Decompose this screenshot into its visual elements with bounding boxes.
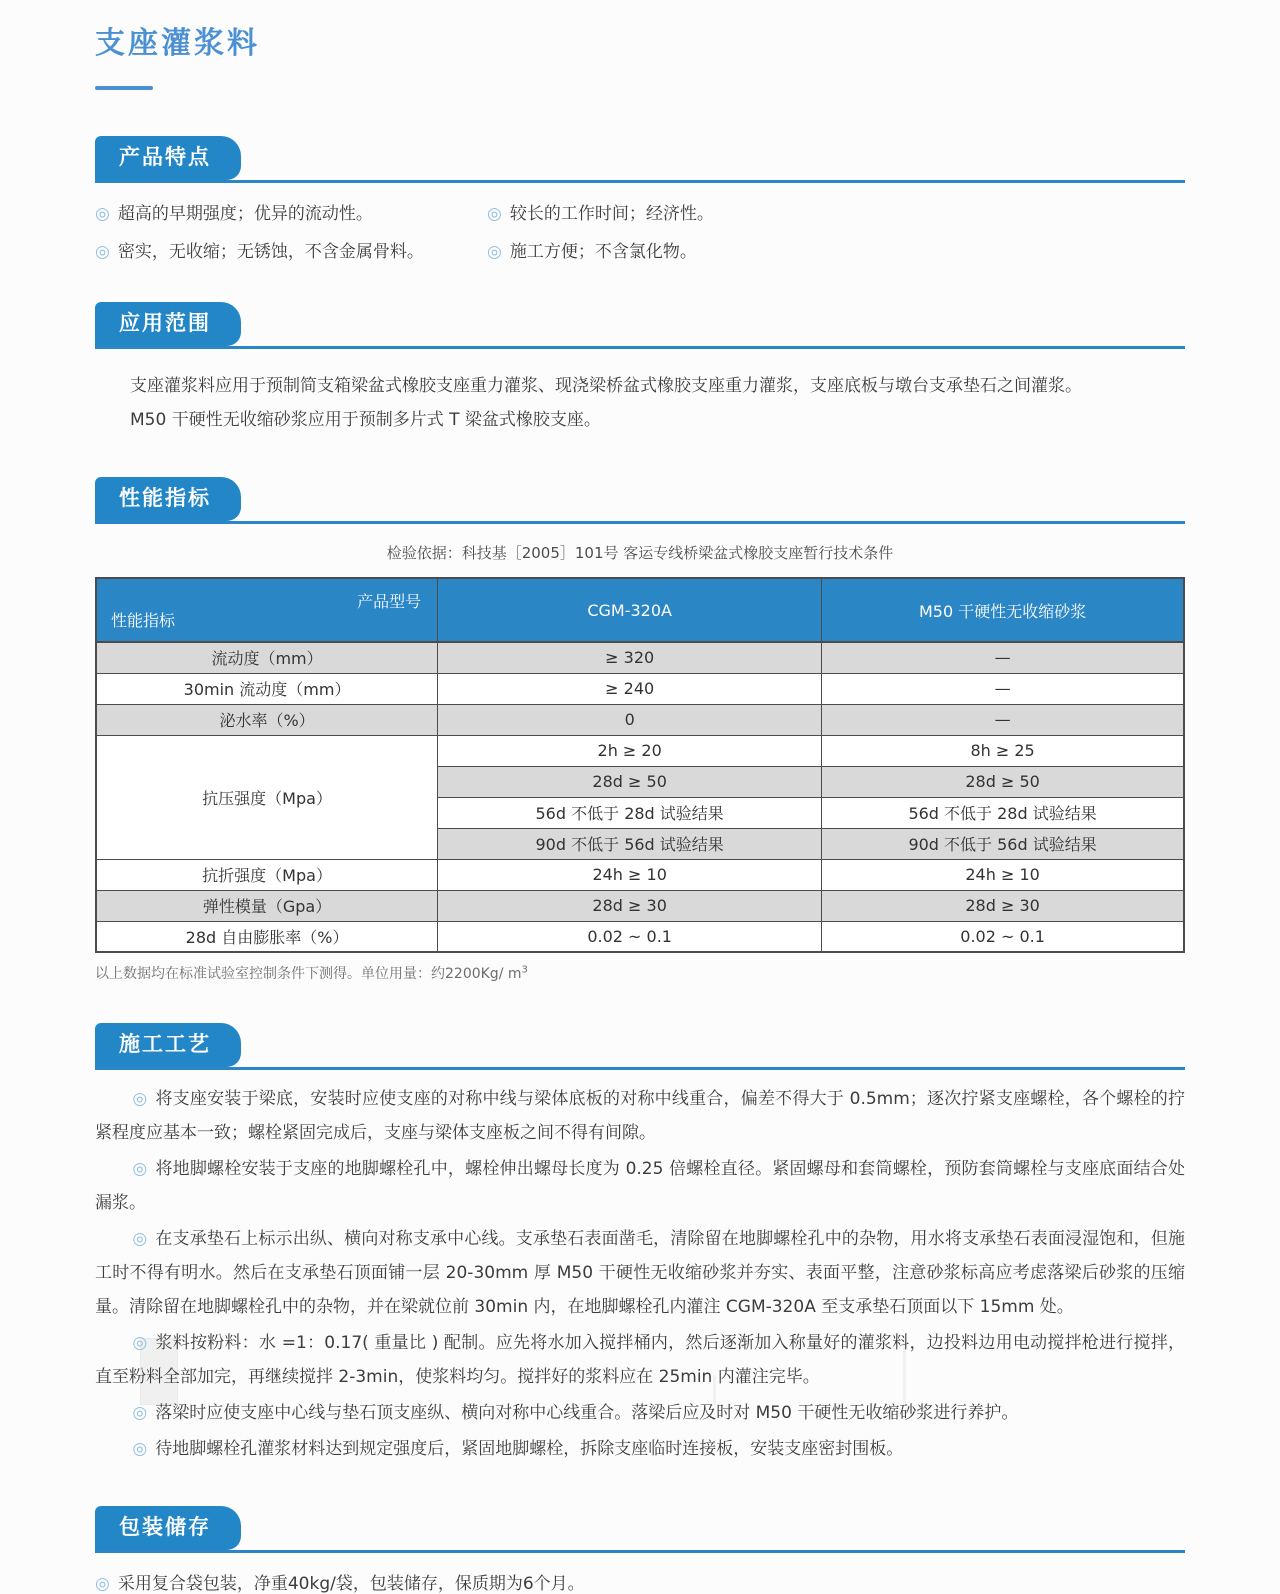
list-item xyxy=(95,237,487,262)
ring-bullet-icon: ◎ xyxy=(132,1439,148,1459)
section-header-packaging xyxy=(95,1506,1185,1553)
step-text: 待地脚螺栓孔灌浆材料达到规定强度后，紧固地脚螺栓，拆除支座临时连接板，安装支座密封围板。 xyxy=(155,1439,904,1459)
cell-m50: 28d ≥ 50 xyxy=(822,766,1184,797)
cell-m50: — xyxy=(822,642,1184,673)
paragraph: M50 干硬性无收缩砂浆应用于预制多片式 T 梁盆式橡胶支座。 xyxy=(130,410,601,430)
column-header-cgm320a: CGM-320A xyxy=(438,578,822,642)
feature-text: 密实，无收缩；无锈蚀，不含金属骨料。 xyxy=(117,242,424,262)
construction-step xyxy=(95,1222,1185,1324)
row-label: 泌水率（%） xyxy=(96,704,438,735)
section-badge-features: 产品特点 xyxy=(95,136,241,180)
list-item xyxy=(95,199,487,224)
construction-step xyxy=(95,1326,1185,1394)
column-header-m50: M50 干硬性无收缩砂浆 xyxy=(822,578,1184,642)
packaging-text: 采用复合袋包装，净重40kg/袋，包装储存，保质期为6个月。 xyxy=(117,1574,585,1594)
cell-m50: — xyxy=(822,673,1184,704)
test-basis-note: 检验依据：科技基［2005］101号 客运专线桥梁盆式橡胶支座暂行技术条件 xyxy=(386,544,894,562)
superscript-3: 3 xyxy=(521,964,528,976)
corner-label-performance-index: 性能指标 xyxy=(111,611,176,630)
cell-cgm: 0.02 ~ 0.1 xyxy=(438,921,822,952)
table-header-row xyxy=(96,578,1184,642)
section-badge-packaging: 包装储存 xyxy=(95,1506,241,1550)
row-label: 抗折强度（Mpa） xyxy=(96,859,438,890)
section-header-features xyxy=(95,136,1185,183)
cell-m50: 90d 不低于 56d 试验结果 xyxy=(822,828,1184,859)
step-text: 将支座安装于梁底，安装时应使支座的对称中线与梁体底板的对称中线重合，偏差不得大于 0.5mm；逐次拧紧支座螺栓，各个螺栓的拧紧程度应基本一致；螺栓紧固完成后，支座与梁体支座板之间不得有间隙。 xyxy=(95,1089,1185,1143)
construction-steps xyxy=(95,1082,1185,1466)
cell-cgm: ≥ 240 xyxy=(438,673,822,704)
paragraph: 支座灌浆料应用于预制简支箱梁盆式橡胶支座重力灌浆、现浇梁桥盆式橡胶支座重力灌浆，支座底板与墩台支承垫石之间灌浆。 xyxy=(130,376,1082,396)
section-badge-performance: 性能指标 xyxy=(95,477,241,521)
construction-step xyxy=(95,1152,1185,1220)
corner-label-product-model: 产品型号 xyxy=(357,592,422,611)
cell-m50: 24h ≥ 10 xyxy=(822,859,1184,890)
application-paragraphs xyxy=(95,369,1185,437)
ring-bullet-icon: ◎ xyxy=(95,204,110,224)
ring-bullet-icon: ◎ xyxy=(95,1574,110,1594)
cell-m50: 0.02 ~ 0.1 xyxy=(822,921,1184,952)
cell-cgm: 2h ≥ 20 xyxy=(438,735,822,766)
diagonal-header-cell xyxy=(96,578,438,642)
features-list xyxy=(95,199,1185,262)
cell-cgm: 28d ≥ 50 xyxy=(438,766,822,797)
table-row xyxy=(96,642,1184,673)
table-row xyxy=(96,859,1184,890)
cell-m50: 8h ≥ 25 xyxy=(822,735,1184,766)
table-row xyxy=(96,735,1184,766)
cell-cgm: 90d 不低于 56d 试验结果 xyxy=(438,828,822,859)
title-underline xyxy=(95,86,153,90)
cell-cgm: 28d ≥ 30 xyxy=(438,890,822,921)
ring-bullet-icon: ◎ xyxy=(487,204,502,224)
ring-bullet-icon: ◎ xyxy=(132,1333,148,1353)
ring-bullet-icon: ◎ xyxy=(132,1159,148,1179)
step-text: 浆料按粉料：水 =1：0.17( 重量比 ) 配制。应先将水加入搅拌桶内，然后逐渐加入称量好的灌浆料，边投料边用电动搅拌枪进行搅拌，直至粉料全部加完，再继续搅拌 2-3min，使浆料均匀。搅拌好的浆料应在 25min 内灌注完毕。 xyxy=(95,1333,1185,1387)
table-footnote: 以上数据均在标准试验室控制条件下测得。单位用量：约2200Kg/ $m^3$ xyxy=(95,964,528,982)
ring-bullet-icon: ◎ xyxy=(132,1403,148,1423)
feature-text: 较长的工作时间；经济性。 xyxy=(509,204,714,224)
section-header-application xyxy=(95,302,1185,349)
table-row xyxy=(96,673,1184,704)
packaging-note xyxy=(95,1569,1185,1594)
cell-m50: 56d 不低于 28d 试验结果 xyxy=(822,797,1184,828)
construction-step xyxy=(95,1082,1185,1150)
step-text: 将地脚螺栓安装于支座的地脚螺栓孔中，螺栓伸出螺母长度为 0.25 倍螺栓直径。紧固螺母和套筒螺栓，预防套筒螺栓与支座底面结合处漏浆。 xyxy=(95,1159,1185,1213)
cell-cgm: ≥ 320 xyxy=(438,642,822,673)
cell-m50: 28d ≥ 30 xyxy=(822,890,1184,921)
cell-cgm: 24h ≥ 10 xyxy=(438,859,822,890)
table-row xyxy=(96,921,1184,952)
performance-table xyxy=(95,577,1185,953)
cell-cgm: 0 xyxy=(438,704,822,735)
cell-cgm: 56d 不低于 28d 试验结果 xyxy=(438,797,822,828)
section-badge-construction: 施工工艺 xyxy=(95,1023,241,1067)
section-header-construction xyxy=(95,1023,1185,1070)
feature-text: 超高的早期强度；优异的流动性。 xyxy=(117,204,373,224)
ring-bullet-icon: ◎ xyxy=(132,1089,148,1109)
ring-bullet-icon: ◎ xyxy=(487,242,502,262)
row-label: 28d 自由膨胀率（%） xyxy=(96,921,438,952)
row-label: 流动度（mm） xyxy=(96,642,438,673)
row-label-compressive-strength: 抗压强度（Mpa） xyxy=(96,735,438,859)
ring-bullet-icon: ◎ xyxy=(132,1229,148,1249)
list-item xyxy=(487,199,1185,224)
section-badge-application: 应用范围 xyxy=(95,302,241,346)
section-header-performance xyxy=(95,477,1185,524)
feature-text: 施工方便；不含氯化物。 xyxy=(509,242,697,262)
table-row xyxy=(96,890,1184,921)
row-label: 弹性模量（Gpa） xyxy=(96,890,438,921)
ring-bullet-icon: ◎ xyxy=(95,242,110,262)
row-label: 30min 流动度（mm） xyxy=(96,673,438,704)
construction-step xyxy=(95,1396,1185,1430)
list-item xyxy=(487,237,1185,262)
step-text: 在支承垫石上标示出纵、横向对称支承中心线。支承垫石表面凿毛，清除留在地脚螺栓孔中的杂物，用水将支承垫石表面浸湿饱和，但施工时不得有明水。然后在支承垫石顶面铺一层 20-30mm 厚 M50 干硬性无收缩砂浆并夯实、表面平整，注意砂浆标高应考虑落梁后砂浆的压缩量。清除留在地脚螺栓孔中的杂物，并在梁就位前 30min 内，在地脚螺栓孔内灌注 CGM-320A 至支承垫石顶面以下 15mm 处。 xyxy=(95,1229,1185,1317)
step-text: 落梁时应使支座中心线与垫石顶支座纵、横向对称中心线重合。落梁后应及时对 M50 干硬性无收缩砂浆进行养护。 xyxy=(155,1403,1019,1423)
construction-step xyxy=(95,1432,1185,1466)
page-title: 支座灌浆料 xyxy=(95,26,260,61)
cell-m50: — xyxy=(822,704,1184,735)
table-row xyxy=(96,704,1184,735)
